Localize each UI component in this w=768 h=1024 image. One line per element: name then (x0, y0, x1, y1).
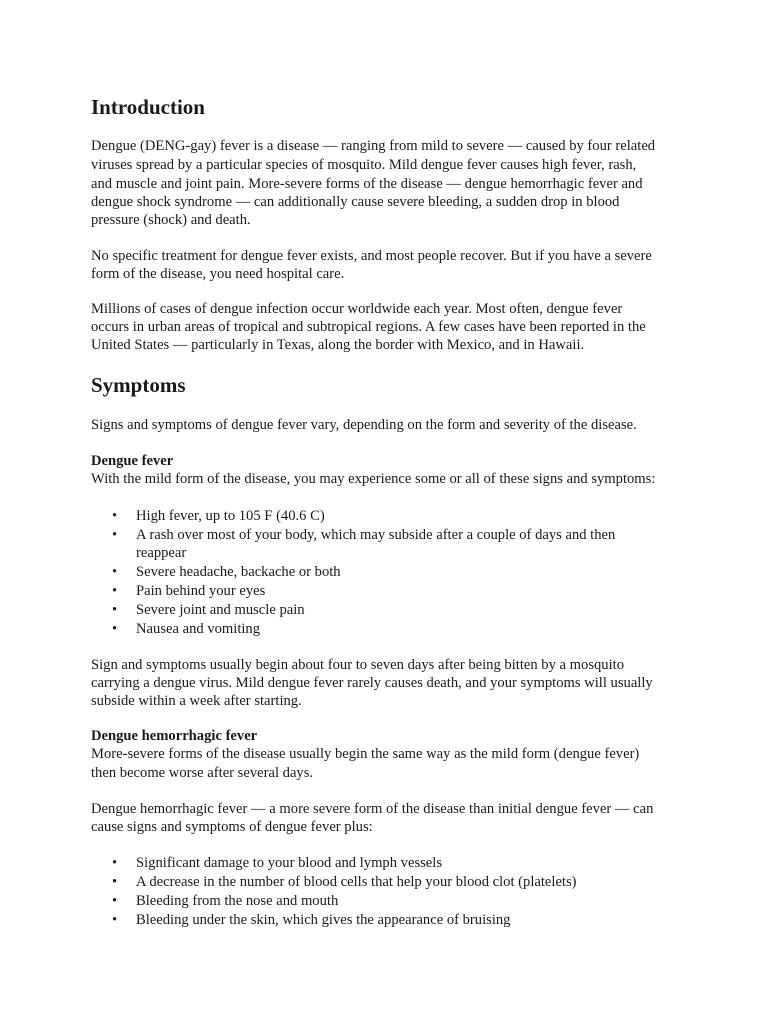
intro-p1-line: and muscle and joint pain. More-severe forms of the disease — dengue hemorrhagic fever and (91, 176, 643, 192)
list-item: A rash over most of your body, which may subside after a couple of days and then (136, 527, 616, 543)
bullet-icon: • (112, 874, 118, 890)
hemorrhagic-p2-line: Dengue hemorrhagic fever — a more severe form of the disease than initial dengue fever — can (91, 801, 654, 817)
bullet-icon: • (112, 583, 118, 599)
intro-p1-line: viruses spread by a particular species of mosquito. Mild dengue fever causes high fever, rash, (91, 157, 637, 173)
heading-symptoms: Symptoms (91, 373, 186, 397)
bullet-icon: • (112, 564, 118, 580)
heading-introduction: Introduction (91, 95, 205, 119)
dengue-fever-after-line: Sign and symptoms usually begin about four to seven days after being bitten by a mosquito (91, 657, 624, 673)
list-item: Severe joint and muscle pain (136, 602, 305, 618)
bullet-icon: • (112, 621, 118, 637)
intro-p1-line: pressure (shock) and death. (91, 212, 251, 228)
list-item: Significant damage to your blood and lymph vessels (136, 855, 443, 871)
list-item-continuation: reappear (136, 545, 187, 561)
subheading-dengue-fever: Dengue fever (91, 453, 174, 469)
intro-p1-line: dengue shock syndrome — can additionally cause severe bleeding, a sudden drop in blood (91, 194, 620, 210)
bullet-icon: • (112, 508, 118, 524)
dengue-fever-after-line: carrying a dengue virus. Mild dengue fever rarely causes death, and your symptoms will usually (91, 675, 653, 691)
list-item: High fever, up to 105 F (40.6 C) (136, 508, 325, 524)
intro-p2-line: form of the disease, you need hospital care. (91, 266, 345, 282)
intro-p3-line: Millions of cases of dengue infection occur worldwide each year. Most often, dengue fever (91, 301, 623, 317)
intro-p2-line: No specific treatment for dengue fever exists, and most people recover. But if you have a severe (91, 248, 652, 264)
bullet-icon: • (112, 893, 118, 909)
bullet-icon: • (112, 912, 118, 928)
list-item: Bleeding from the nose and mouth (136, 893, 339, 909)
intro-p1-line: Dengue (DENG-gay) fever is a disease — ranging from mild to severe — caused by four related (91, 138, 656, 154)
list-item: Severe headache, backache or both (136, 564, 341, 580)
dengue-fever-lead: With the mild form of the disease, you may experience some or all of these signs and symptoms: (91, 471, 656, 487)
bullet-icon: • (112, 855, 118, 871)
list-item: Nausea and vomiting (136, 621, 261, 637)
bullet-icon: • (112, 602, 118, 618)
hemorrhagic-p2-line: cause signs and symptoms of dengue fever plus: (91, 819, 373, 835)
list-item: A decrease in the number of blood cells that help your blood clot (platelets) (136, 874, 577, 890)
list-item: Pain behind your eyes (136, 583, 266, 599)
bullet-icon: • (112, 527, 118, 543)
list-item: Bleeding under the skin, which gives the appearance of bruising (136, 912, 511, 928)
hemorrhagic-lead-line: More-severe forms of the disease usually begin the same way as the mild form (dengue fever) (91, 746, 640, 762)
intro-p3-line: United States — particularly in Texas, along the border with Mexico, and in Hawaii. (91, 337, 585, 353)
symptoms-intro: Signs and symptoms of dengue fever vary, depending on the form and severity of the disease. (91, 417, 637, 433)
subheading-dengue-hemorrhagic-fever: Dengue hemorrhagic fever (91, 728, 258, 744)
dengue-fever-after-line: subside within a week after starting. (91, 693, 302, 709)
hemorrhagic-lead-line: then become worse after several days. (91, 765, 314, 781)
intro-p3-line: occurs in urban areas of tropical and subtropical regions. A few cases have been reported in the (91, 319, 646, 335)
